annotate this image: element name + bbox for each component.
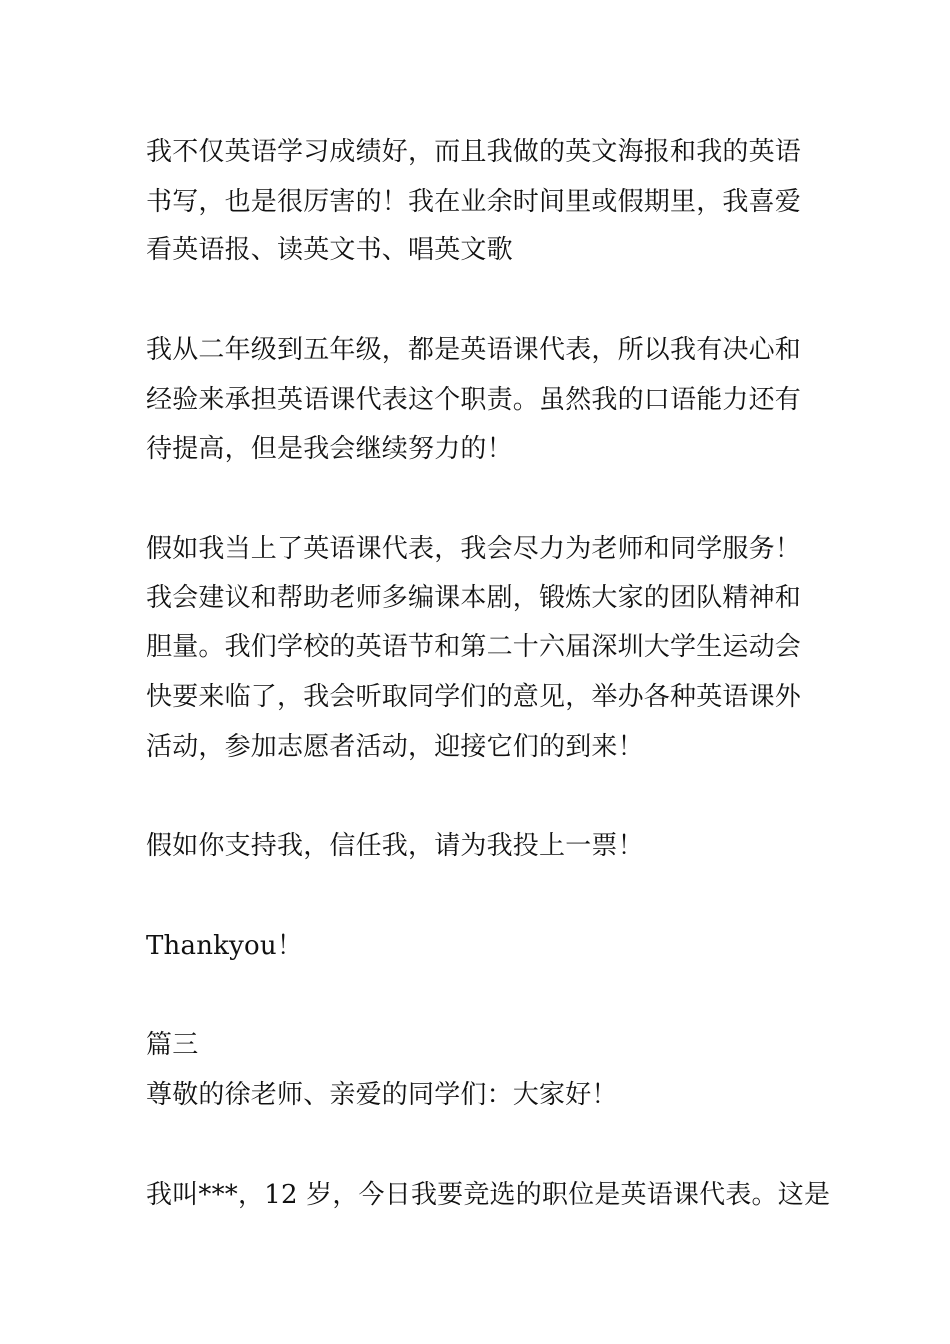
- paragraph-1-line-2: 书写，也是很厉害的！我在业余时间里或假期里，我喜爱: [146, 187, 802, 217]
- paragraph-3-line-5: 活动，参加志愿者活动，迎接它们的到来！: [146, 732, 644, 762]
- paragraph-1-line-1: 我不仅英语学习成绩好，而且我做的英文海报和我的英语: [146, 137, 802, 167]
- paragraph-2-line-1: 我从二年级到五年级，都是英语课代表，所以我有决心和: [146, 335, 802, 365]
- paragraph-6-line-1: 我叫***，12 岁，今日我要竞选的职位是英语课代表。这是: [146, 1180, 831, 1210]
- paragraph-2-line-3: 待提高，但是我会继续努力的！: [146, 434, 513, 464]
- paragraph-3-line-1: 假如我当上了英语课代表，我会尽力为老师和同学服务！: [146, 534, 802, 564]
- paragraph-3-line-2: 我会建议和帮助老师多编课本剧，锻炼大家的团队精神和: [146, 583, 802, 613]
- section-heading: 篇三: [146, 1030, 199, 1060]
- greeting: 尊敬的徐老师、亲爱的同学们：大家好！: [146, 1080, 618, 1110]
- paragraph-2-line-2: 经验来承担英语课代表这个职责。虽然我的口语能力还有: [146, 385, 802, 415]
- paragraph-4: 假如你支持我，信任我，请为我投上一票！: [146, 831, 644, 861]
- paragraph-5: Thankyou！: [146, 931, 303, 961]
- paragraph-1-line-3: 看英语报、读英文书、唱英文歌: [146, 235, 513, 265]
- paragraph-3-line-4: 快要来临了，我会听取同学们的意见，举办各种英语课外: [146, 682, 802, 712]
- paragraph-3-line-3: 胆量。我们学校的英语节和第二十六届深圳大学生运动会: [146, 632, 802, 662]
